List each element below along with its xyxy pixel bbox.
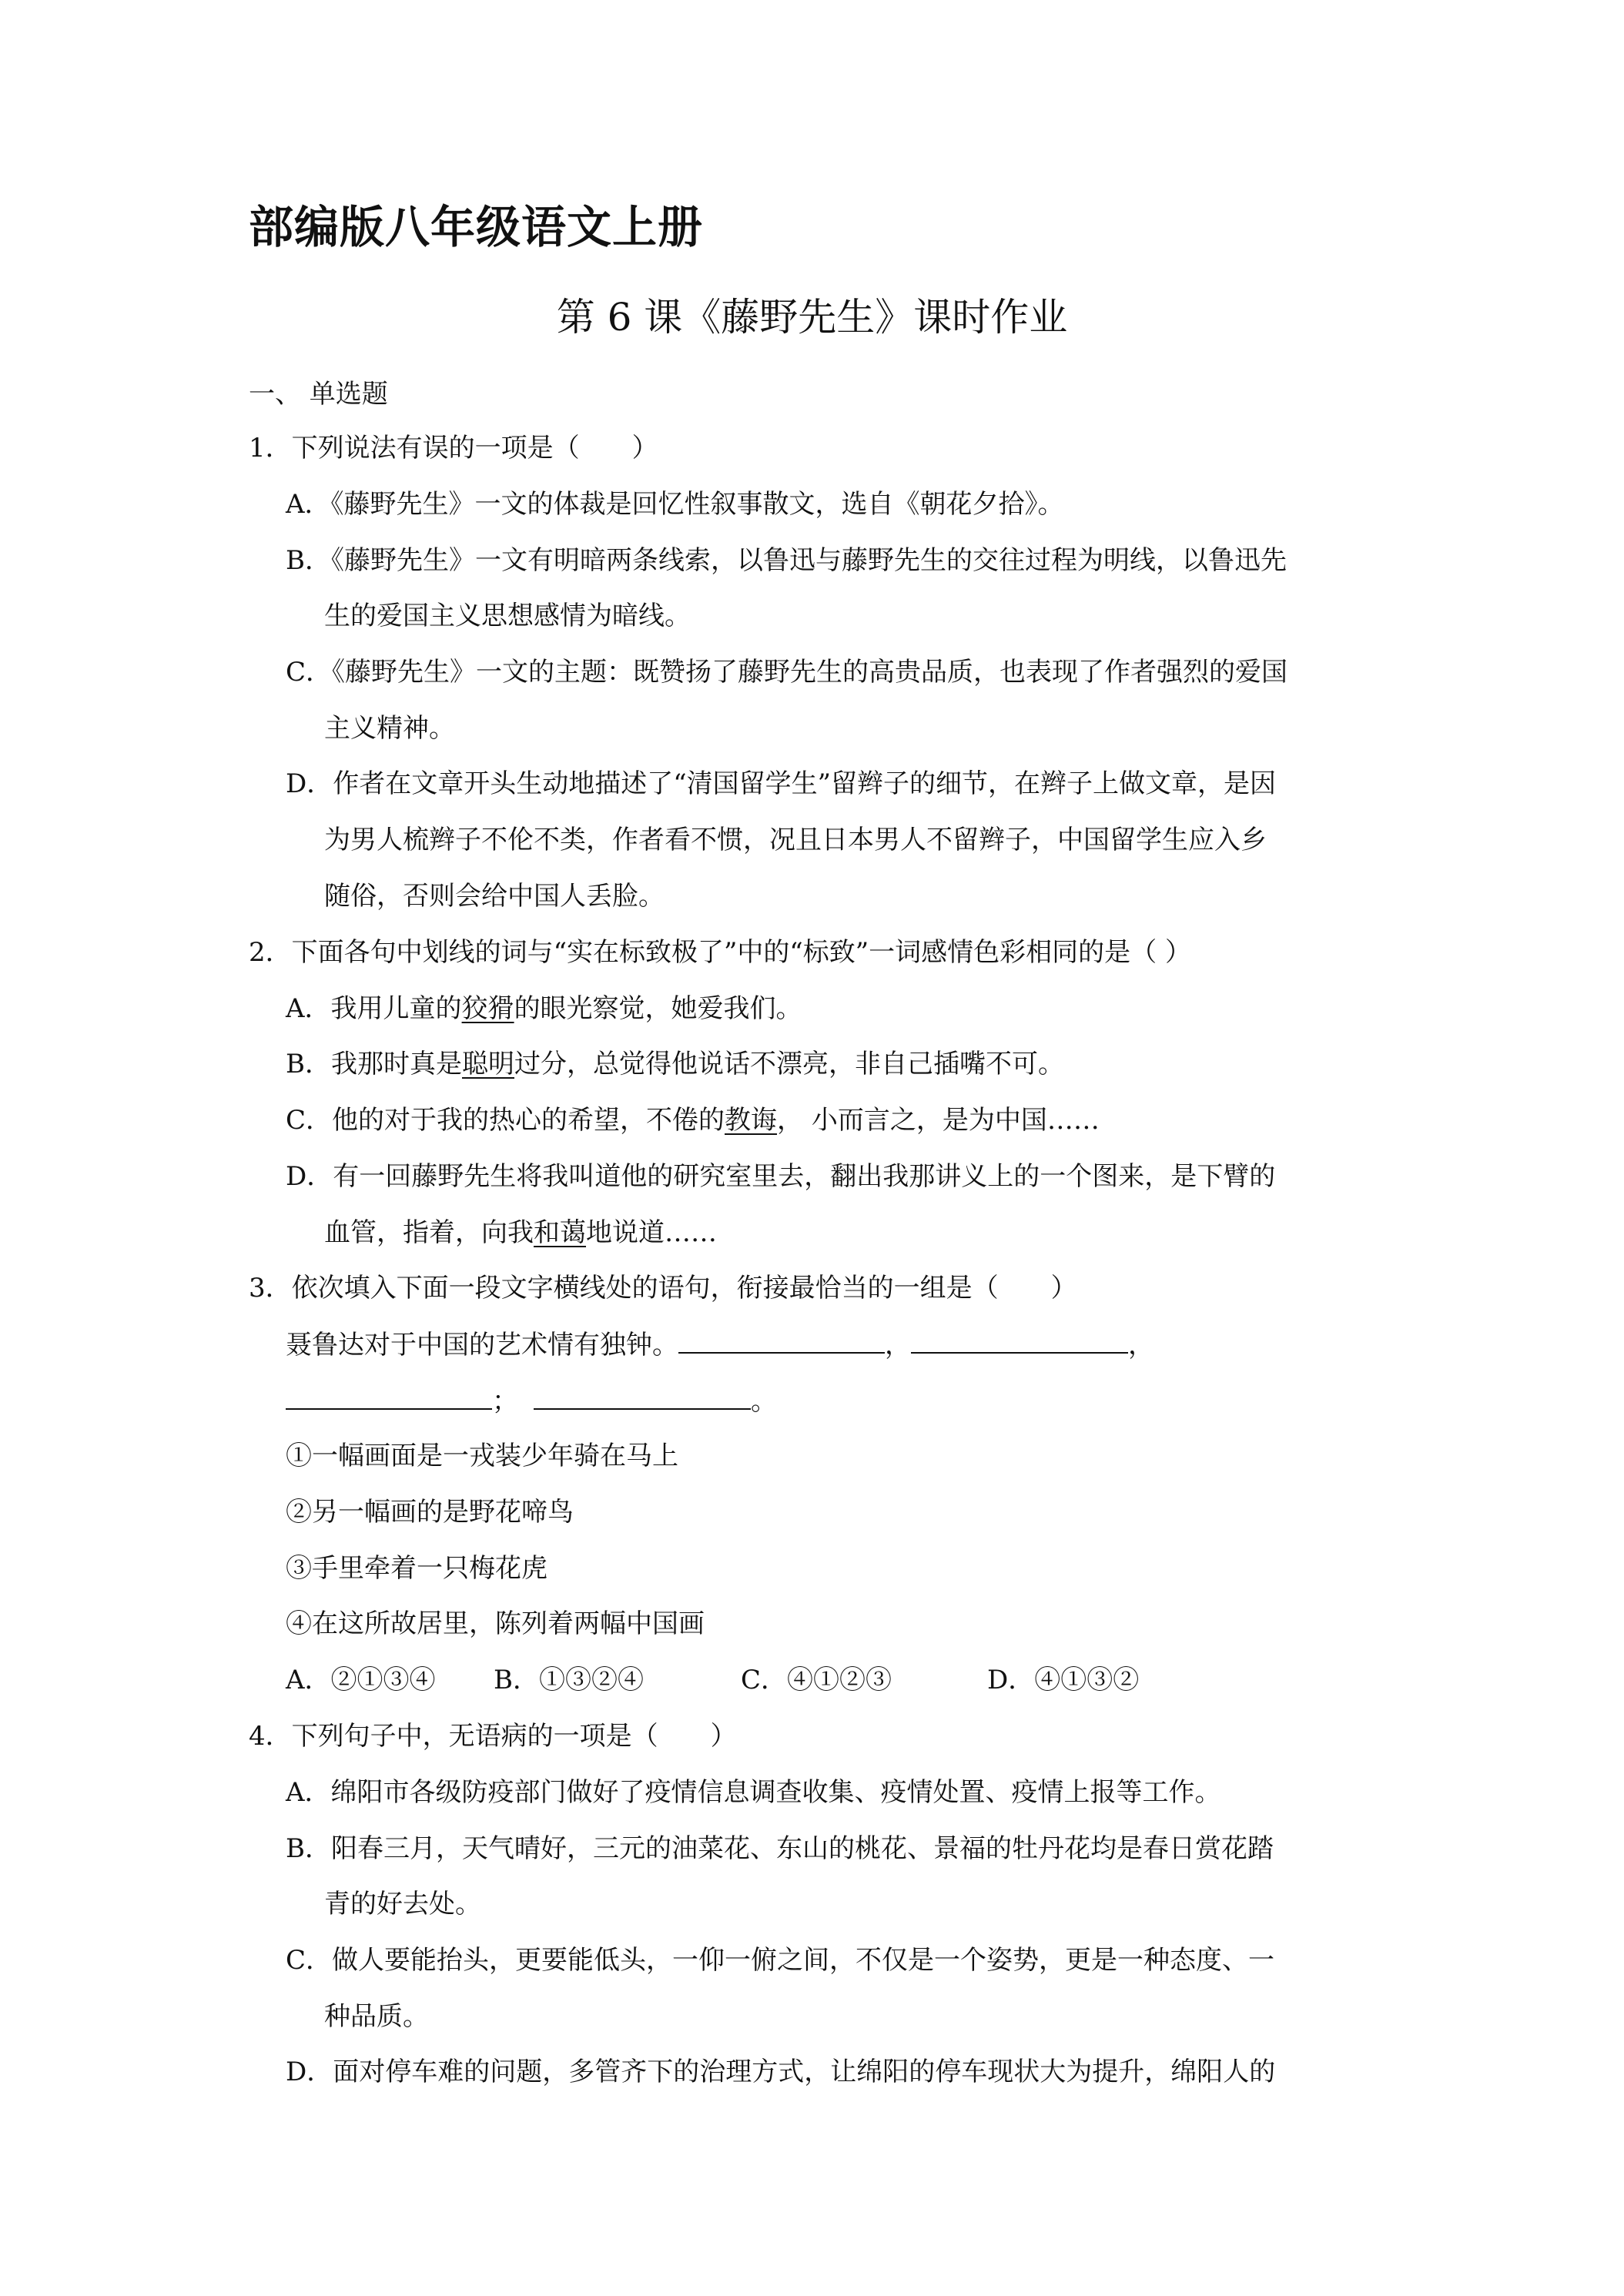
q1-option-c-line1: C．《藤野先生》一文的主题：既赞扬了藤野先生的高贵品质，也表现了作者强烈的爱国: [286, 657, 1288, 688]
q3-blank-2[interactable]: [911, 1326, 1128, 1354]
q2-option-c-underlined: 教诲: [725, 1105, 778, 1136]
q4-stem: 4．下列句子中，无语病的一项是（ ）: [249, 1721, 737, 1752]
q4-option-c-line1: C．做人要能抬头，更要能低头，一仰一俯之间，不仅是一个姿势，更是一种态度、一: [286, 1945, 1275, 1976]
q3-blank-1[interactable]: [678, 1326, 885, 1354]
q1-stem: 1．下列说法有误的一项是（ ）: [249, 433, 658, 464]
q2-option-b-underlined: 聪明: [462, 1049, 514, 1079]
q2-option-a-pre: A．我用儿童的: [286, 993, 462, 1024]
q3-option-b: B．①③②④: [494, 1665, 644, 1695]
q3-passage-line2: [286, 1382, 777, 1420]
q1-option-c-line2: 主义精神。: [324, 713, 455, 744]
q3-blank-3[interactable]: [286, 1382, 492, 1410]
q2-option-d-pre: 血管，指着，向我: [324, 1217, 534, 1248]
q3-sentence-2: ②另一幅画的是野花啼鸟: [286, 1497, 574, 1528]
q2-option-d-underlined: 和蔼: [534, 1217, 586, 1248]
q4-option-b-line2: 青的好去处。: [324, 1889, 481, 1919]
q1-option-d-line3: 随俗，否则会给中国人丢脸。: [324, 881, 665, 912]
q2-option-b: [286, 1046, 1064, 1083]
q2-option-a-post: 的眼光察觉，她爱我们。: [514, 993, 802, 1024]
q2-option-a-underlined: 狡猾: [461, 993, 514, 1024]
lesson-title: 第 6 课《藤野先生》课时作业: [556, 295, 1068, 340]
q2-option-c-post: ， 小而言之，是为中国……: [777, 1105, 1100, 1136]
q2-option-a: [286, 990, 802, 1027]
q3-stem: 3．依次填入下面一段文字横线处的语句，衔接最恰当的一组是（ ）: [249, 1273, 1077, 1304]
q2-option-d-line2: [324, 1214, 717, 1251]
q2-option-b-post: 过分，总觉得他说话不漂亮，非自己插嘴不可。: [514, 1049, 1064, 1079]
q3-separator-3: ；: [492, 1386, 518, 1417]
q4-option-a: A．绵阳市各级防疫部门做好了疫情信息调查收集、疫情处置、疫情上报等工作。: [286, 1777, 1221, 1808]
q3-separator-4: 。: [751, 1386, 777, 1417]
q4-option-c-line2: 种品质。: [324, 2001, 429, 2032]
q2-option-b-pre: B．我那时真是: [286, 1049, 462, 1079]
q2-stem: 2．下面各句中划线的词与“实在标致极了”中的“标致”一词感情色彩相同的是（ ）: [249, 937, 1191, 968]
book-title: 部编版八年级语文上册: [249, 201, 704, 253]
q2-option-d-line1: D．有一回藤野先生将我叫道他的研究室里去，翻出我那讲义上的一个图来，是下臂的: [286, 1161, 1276, 1192]
q1-option-d-line2: 为男人梳辫子不伦不类，作者看不惯，况且日本男人不留辫子，中国留学生应入乡: [324, 825, 1267, 855]
q3-separator-1: ，: [885, 1330, 911, 1361]
q3-separator-2: ，: [1128, 1330, 1154, 1361]
q3-passage-text: 聂鲁达对于中国的艺术情有独钟。: [286, 1330, 678, 1361]
q4-option-b-line1: B．阳春三月，天气晴好，三元的油菜花、东山的桃花、景福的牡丹花均是春日赏花踏: [286, 1833, 1274, 1864]
q3-option-a: A．②①③④: [286, 1665, 436, 1695]
q3-sentence-4: ④在这所故居里，陈列着两幅中国画: [286, 1608, 705, 1639]
q3-passage-line1: [286, 1326, 1154, 1364]
q3-sentence-1: ①一幅画面是一戎装少年骑在马上: [286, 1441, 678, 1471]
q2-option-c-pre: C．他的对于我的热心的希望，不倦的: [286, 1105, 725, 1136]
q1-option-b-line2: 生的爱国主义思想感情为暗线。: [324, 601, 691, 631]
q4-option-d-line1: D．面对停车难的问题，多管齐下的治理方式，让绵阳的停车现状大为提升，绵阳人的: [286, 2057, 1276, 2087]
section-heading: 一、 单选题: [249, 379, 388, 410]
q1-option-a: A．《藤野先生》一文的体裁是回忆性叙事散文，选自《朝花夕拾》。: [286, 489, 1064, 520]
q3-option-c: C．④①②③: [741, 1665, 892, 1695]
q2-option-d-post: 地说道……: [586, 1217, 717, 1248]
q3-sentence-3: ③手里牵着一只梅花虎: [286, 1553, 547, 1584]
q1-option-d-line1: D．作者在文章开头生动地描述了“清国留学生”留辫子的细节，在辫子上做文章，是因: [286, 768, 1277, 799]
q3-blank-4[interactable]: [534, 1382, 751, 1410]
q2-option-c: [286, 1102, 1100, 1139]
q3-option-d: D．④①③②: [987, 1665, 1140, 1695]
q1-option-b-line1: B．《藤野先生》一文有明暗两条线索，以鲁迅与藤野先生的交往过程为明线，以鲁迅先: [286, 545, 1287, 576]
